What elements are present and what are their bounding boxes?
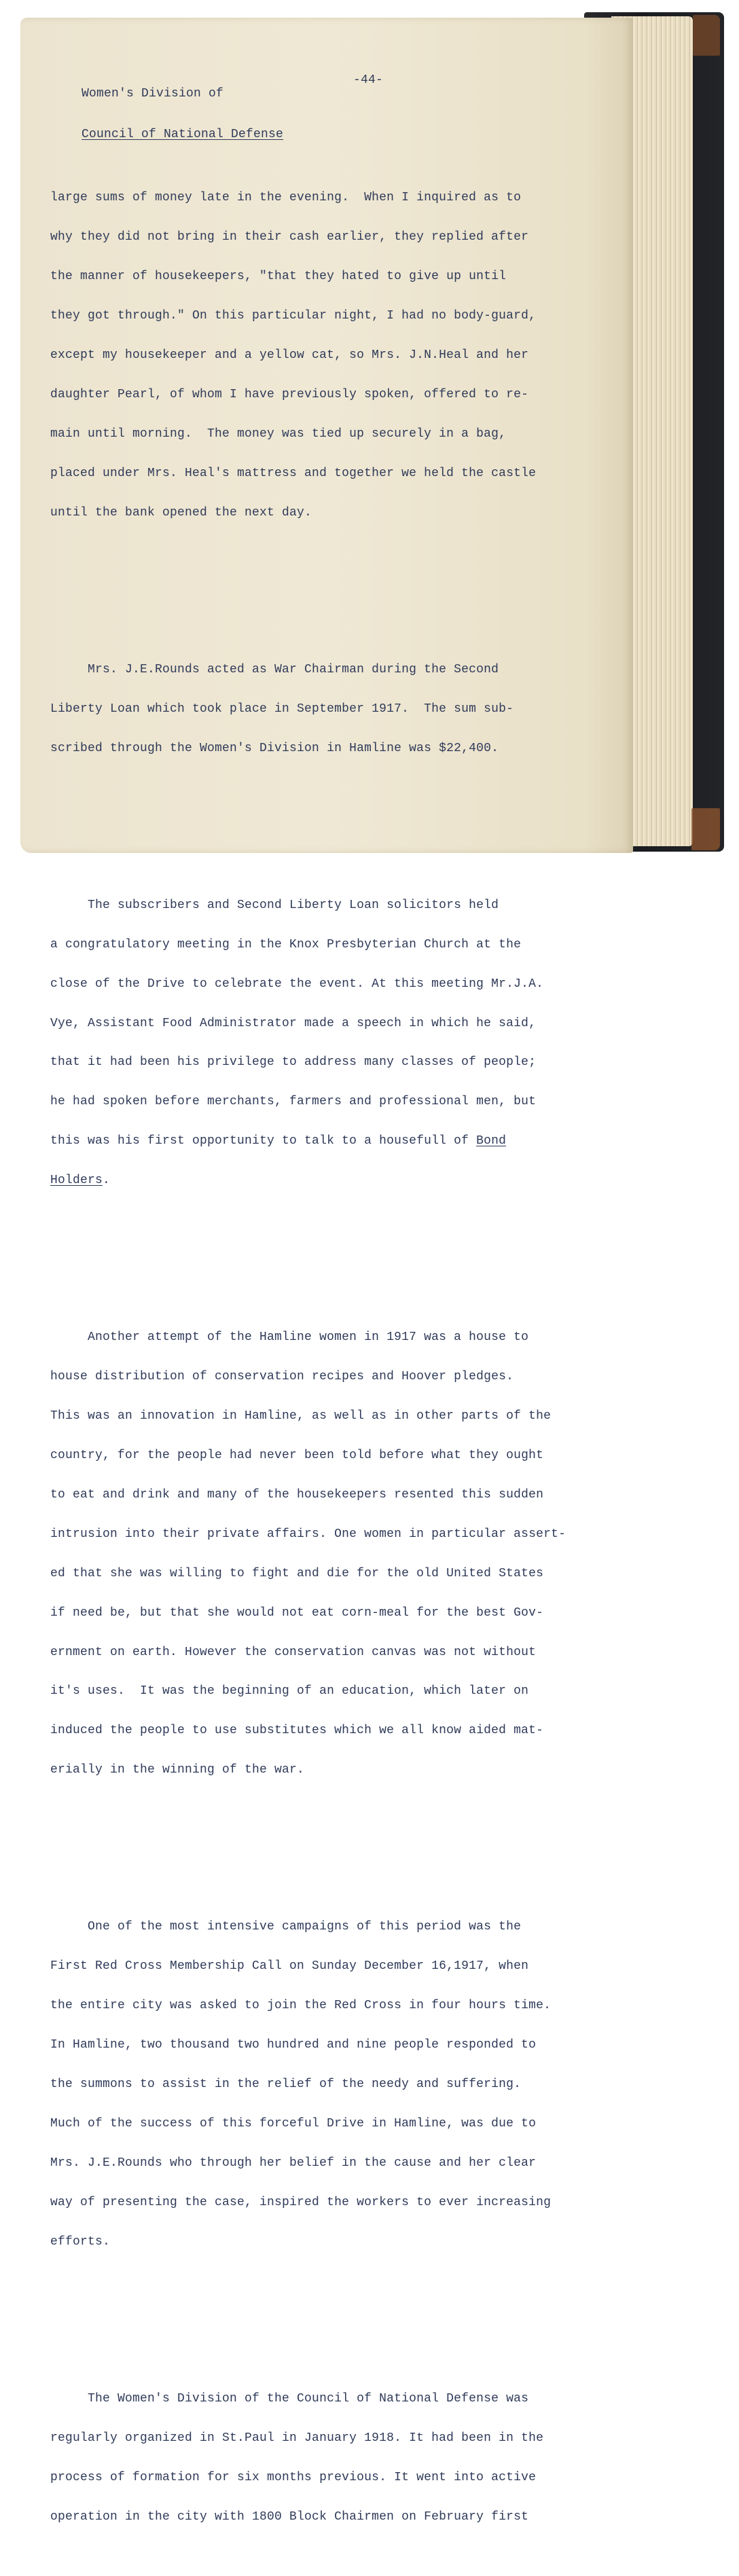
text-line: it's uses. It was the beginning of an education, which later on — [50, 1684, 529, 1699]
text-segment: this was his first opportunity to talk to a housefull of — [50, 1134, 477, 1148]
text-line: main until morning. The money was tied up securely in a bag, — [50, 427, 507, 441]
paragraph-6 — [50, 2366, 566, 2550]
text-line: Mrs. J.E.Rounds acted as War Chairman during the Second — [50, 662, 499, 676]
page-number: -44- — [353, 73, 384, 87]
text-line: induced the people to use substitutes which we all know aided mat- — [50, 1724, 544, 1738]
text-line: In Hamline, two thousand two hundred and nine people responded to — [50, 2038, 537, 2052]
text-line: scribed through the Women's Division in Hamline was $22,400. — [50, 741, 499, 755]
text-segment: . — [103, 1174, 111, 1188]
text-line: country, for the people had never been told before what they ought — [50, 1449, 544, 1463]
text-line: Another attempt of the Hamline women in 1917 was a house to — [50, 1330, 529, 1345]
paragraph-5 — [50, 1895, 566, 2275]
text-line: except my housekeeper and a yellow cat, so Mrs. J.N.Heal and her — [50, 348, 529, 363]
underlined-phrase-bond: Bond — [476, 1134, 507, 1148]
text-line: the summons to assist in the relief of the needy and suffering. — [50, 2078, 522, 2092]
text-line: Liberty Loan which took place in September 1917. The sum sub- — [50, 702, 514, 716]
text-line: daughter Pearl, of whom I have previously spoken, offered to re- — [50, 387, 529, 401]
leather-corner-bottom — [691, 808, 720, 850]
text-line: regularly organized in St.Paul in January 1918. It had been in the — [50, 2431, 544, 2445]
text-line: intrusion into their private affairs. One women in particular assert- — [50, 1527, 566, 1541]
text-line: operation in the city with 1800 Block Chairmen on February first — [50, 2509, 529, 2524]
text-line: house distribution of conservation recipes and Hoover pledges. — [50, 1370, 514, 1384]
underlined-phrase-holders: Holders — [50, 1174, 103, 1188]
body-text — [50, 126, 566, 2576]
header-org-line-2: Council of National Defense — [82, 128, 284, 141]
paragraph-1 — [50, 166, 566, 546]
text-line: he had spoken before merchants, farmers and professional men, but — [50, 1095, 537, 1109]
text-line: close of the Drive to celebrate the event. At this meeting Mr.J.A. — [50, 977, 544, 991]
text-line: to eat and drink and many of the housekeepers resented this sudden — [50, 1487, 544, 1502]
text-line: The Women's Division of the Council of National Defense was — [50, 2391, 529, 2406]
text-line: way of presenting the case, inspired the workers to ever increasing — [50, 2195, 552, 2209]
text-line: First Red Cross Membership Call on Sunday December 16,1917, when — [50, 1959, 529, 1974]
paragraph-2 — [50, 637, 566, 781]
paragraph-3 — [50, 873, 566, 1214]
text-line: a congratulatory meeting in the Knox Presbyterian Church at the — [50, 937, 522, 951]
text-line: that it had been his privilege to address many classes of people; — [50, 1055, 537, 1070]
text-line — [50, 1174, 566, 1187]
text-line: This was an innovation in Hamline, as well as in other parts of the — [50, 1409, 552, 1423]
text-line: the entire city was asked to join the Red Cross in four hours time. — [50, 1999, 552, 2013]
text-line: efforts. — [50, 2234, 111, 2249]
text-line: large sums of money late in the evening. When I inquired as to — [50, 191, 522, 205]
text-line: if need be, but that she would not eat corn-meal for the best Gov- — [50, 1606, 544, 1620]
text-line: ed that she was willing to fight and die for the old United States — [50, 1566, 544, 1580]
text-line: until the bank opened the next day. — [50, 505, 312, 520]
text-line: Vye, Assistant Food Administrator made a speech in which he said, — [50, 1016, 537, 1030]
paragraph-4 — [50, 1305, 566, 1803]
text-line: One of the most intensive campaigns of this period was the — [50, 1920, 522, 1934]
text-line: ernment on earth. However the conservation canvas was not without — [50, 1645, 537, 1659]
text-line: Mrs. J.E.Rounds who through her belief in the cause and her clear — [50, 2156, 537, 2170]
text-line: placed under Mrs. Heal's mattress and together we held the castle — [50, 466, 537, 480]
text-line: process of formation for six months previous. It went into active — [50, 2470, 537, 2484]
leather-corner-top — [693, 15, 720, 56]
text-line: The subscribers and Second Liberty Loan solicitors held — [50, 898, 499, 912]
text-line: the manner of housekeepers, "that they hated to give up until — [50, 270, 507, 284]
text-line: they got through." On this particular night, I had no body-guard, — [50, 309, 537, 323]
text-line: Much of the success of this forceful Drive in Hamline, was due to — [50, 2116, 537, 2130]
header-org-line-1: Women's Division of — [82, 87, 224, 101]
text-line: why they did not bring in their cash earlier, they replied after — [50, 230, 529, 244]
text-line: erially in the winning of the war. — [50, 1763, 305, 1777]
text-line — [50, 1135, 566, 1148]
